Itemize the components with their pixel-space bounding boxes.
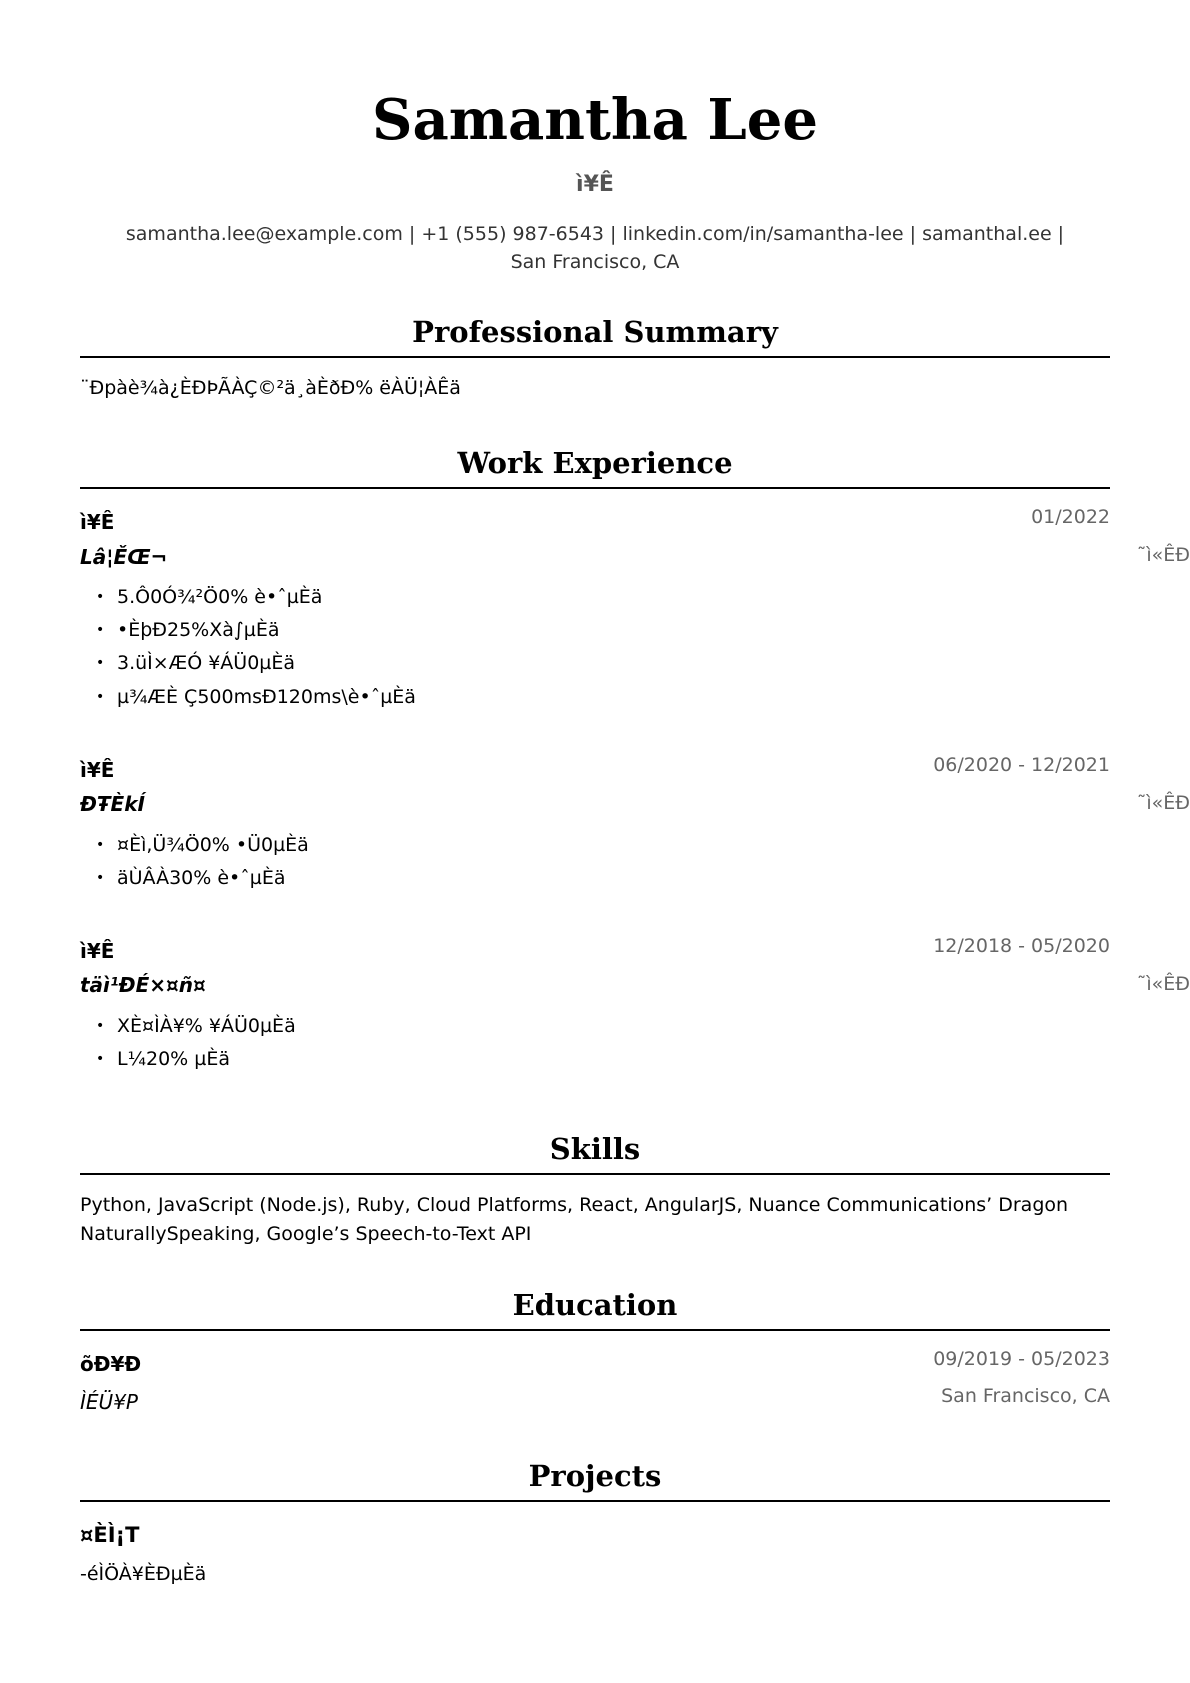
section-heading-experience: Work Experience: [457, 446, 733, 480]
job-bullet: • äÙÂÀ30% è•ˆµÈä: [96, 867, 286, 889]
section-divider: [80, 356, 1110, 358]
job-bullet: • 3.üÌ×ÆÓ ¥ÁÜ0µÈä: [96, 652, 296, 674]
job-bullet: • 5.Ô0Ó¾²Ö0% è•ˆµÈä: [96, 586, 323, 608]
section-divider: [80, 1500, 1110, 1502]
section-divider: [80, 1173, 1110, 1175]
section-heading-education: Education: [512, 1288, 678, 1322]
section-divider: [80, 1329, 1110, 1331]
section-heading-projects: Projects: [528, 1459, 662, 1493]
project-description: -éÌÖÀ¥ÈÐµÈä: [80, 1563, 207, 1585]
job-bullet: • ¤Èì,Ü¾Ö0% •Ü0µÈä: [96, 834, 309, 856]
contact-line: samantha.lee@example.com | +1 (555) 987-6543 | linkedin.com/in/samantha-lee | samanthal.ee | San Francisco, CA: [125, 223, 1065, 273]
education-school: õÐ¥Ð: [80, 1352, 142, 1376]
summary-text: ¨Ðpàè¾à¿ÈÐÞÃÀÇ©²ä¸àÈðÐ% ëÀÜ¦ÀÊä: [80, 377, 461, 399]
job-location: ˜ì«ÊÐ: [1136, 973, 1190, 995]
job-company: ÐŦÈkÍ: [80, 792, 145, 816]
section-heading-skills: Skills: [549, 1132, 641, 1166]
job-date: 01/2022: [1031, 506, 1110, 528]
education-date: 09/2019 - 05/2023: [933, 1348, 1110, 1370]
section-heading-summary: Professional Summary: [412, 315, 778, 349]
job-bullet: • XÈ¤ÌÀ¥% ¥ÁÜ0µÈä: [96, 1015, 296, 1037]
job-role: ì¥Ê: [80, 510, 115, 534]
job-bullet: • •ÈþÐ25%Xà∫µÈä: [96, 619, 280, 641]
education-location: San Francisco, CA: [941, 1385, 1110, 1407]
job-role: ì¥Ê: [80, 939, 115, 963]
job-bullet: • L¼20% µÈä: [96, 1048, 231, 1070]
education-degree: ÌÉÜ¥P: [80, 1390, 138, 1414]
job-company: Lâ¦ĚŒ¬: [80, 545, 168, 569]
job-role: ì¥Ê: [80, 758, 115, 782]
job-date: 12/2018 - 05/2020: [933, 935, 1110, 957]
candidate-title: ì¥Ê: [576, 172, 614, 197]
job-company: täì¹ÐÉ×¤ñ¤: [80, 973, 206, 997]
project-name: ¤ÈÌ¡T: [80, 1523, 140, 1547]
job-location: ˜ì«ÊÐ: [1136, 544, 1190, 566]
candidate-name: Samantha Lee: [372, 87, 818, 153]
job-date: 06/2020 - 12/2021: [933, 754, 1110, 776]
job-location: ˜ì«ÊÐ: [1136, 792, 1190, 814]
section-divider: [80, 487, 1110, 489]
job-bullet: • µ¾ÆÈ Ç500msÐ120ms\è•ˆµÈä: [96, 686, 416, 708]
skills-text: Python, JavaScript (Node.js), Ruby, Cloud Platforms, React, AngularJS, Nuance Communications’ Dragon NaturallySpeaking, Google’s Speech-to-Text API: [80, 1194, 1069, 1245]
